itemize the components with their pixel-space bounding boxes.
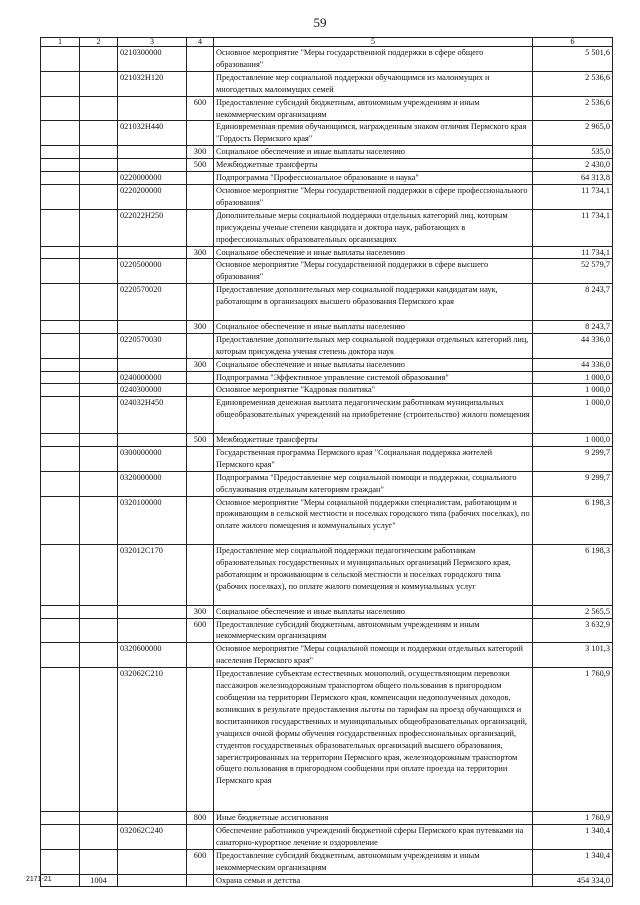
cell-c4 <box>187 874 214 887</box>
cell-c6: 1 760,9 <box>533 668 613 812</box>
cell-c5: Иные бюджетные ассигнования <box>214 811 533 824</box>
table-row <box>41 71 613 96</box>
cell-c3: 0210300000 <box>118 47 187 72</box>
cell-c3: 0220570030 <box>118 333 187 358</box>
table-row <box>41 358 613 371</box>
cell-c2 <box>80 320 118 333</box>
cell-c5: Подпрограмма "Эффективное управление системой образования" <box>214 371 533 384</box>
cell-c1 <box>41 605 80 618</box>
header-col-6: 6 <box>533 38 613 47</box>
cell-c3: 024032H450 <box>118 397 187 434</box>
cell-c4 <box>187 172 214 185</box>
cell-c3: 032062С210 <box>118 668 187 812</box>
cell-c6: 1 760,9 <box>533 811 613 824</box>
cell-c4 <box>187 121 214 146</box>
cell-c4: 600 <box>187 849 214 874</box>
cell-c6: 2 430,0 <box>533 159 613 172</box>
cell-c5: Социальное обеспечение и иные выплаты населению <box>214 320 533 333</box>
table-row <box>41 47 613 72</box>
cell-c6: 1 340,4 <box>533 824 613 849</box>
cell-c1 <box>41 172 80 185</box>
cell-c2 <box>80 358 118 371</box>
cell-c6: 64 313,8 <box>533 172 613 185</box>
cell-c4 <box>187 209 214 246</box>
cell-c3: 0220000000 <box>118 172 187 185</box>
table-row <box>41 434 613 447</box>
cell-c2 <box>80 384 118 397</box>
cell-c4 <box>187 446 214 471</box>
cell-c2 <box>80 284 118 321</box>
table-row <box>41 159 613 172</box>
cell-c4 <box>187 371 214 384</box>
table-row <box>41 184 613 209</box>
table-row <box>41 471 613 496</box>
table-row <box>41 384 613 397</box>
cell-c4 <box>187 643 214 668</box>
cell-c1 <box>41 333 80 358</box>
table-row <box>41 849 613 874</box>
cell-c5: Охрана семьи и детства <box>214 874 533 887</box>
cell-c1 <box>41 668 80 812</box>
table-row <box>41 811 613 824</box>
cell-c3: 0320100000 <box>118 496 187 545</box>
cell-c1 <box>41 284 80 321</box>
cell-c6: 9 299,7 <box>533 471 613 496</box>
cell-c1 <box>41 545 80 606</box>
cell-c2 <box>80 96 118 121</box>
cell-c4 <box>187 397 214 434</box>
cell-c6: 2 565,5 <box>533 605 613 618</box>
cell-c3 <box>118 618 187 643</box>
cell-c2 <box>80 446 118 471</box>
cell-c1 <box>41 47 80 72</box>
cell-c4 <box>187 668 214 812</box>
cell-c6: 44 336,0 <box>533 333 613 358</box>
cell-c5: Предоставление субсидий бюджетным, автономным учреждениям и иным некоммерческим организациям <box>214 96 533 121</box>
cell-c2 <box>80 618 118 643</box>
cell-c1 <box>41 159 80 172</box>
cell-c2 <box>80 184 118 209</box>
cell-c2 <box>80 811 118 824</box>
cell-c4 <box>187 824 214 849</box>
cell-c3: 021032H440 <box>118 121 187 146</box>
cell-c5: Основное мероприятие "Меры государственной поддержки в сфере высшего образования" <box>214 259 533 284</box>
cell-c1 <box>41 384 80 397</box>
cell-c3 <box>118 159 187 172</box>
cell-c2 <box>80 246 118 259</box>
cell-c1 <box>41 824 80 849</box>
cell-c5: Предоставление субъектам естественных монополий, осуществляющим перевозки пассажиров железнодорожным транспортом общего пользования в пригородном сообщении на территории Пермского края, компенсации недополученных доходов, возникших в результате предоставления льготы по тарифам на проезд обучающихся и воспитанников государственных и муниципальных общеобразовательных организаций, учащихся очной формы обучения государственных профессиональных организаций, студентов государственных образовательных организаций высшего образования, зарегистрированных на территории Пермского края, железнодорожным транспортом общего пользования в пригородном сообщении при оплате проезда на территории Пермского края <box>214 668 533 812</box>
cell-c5: Предоставление мер социальной поддержки обучающимся из малоимущих и многодетных малоимущих семей <box>214 71 533 96</box>
cell-c2 <box>80 47 118 72</box>
cell-c6: 2 536,6 <box>533 96 613 121</box>
cell-c5: Социальное обеспечение и иные выплаты населению <box>214 246 533 259</box>
cell-c3: 0220500000 <box>118 259 187 284</box>
cell-c2 <box>80 397 118 434</box>
cell-c6: 3 101,3 <box>533 643 613 668</box>
table-row <box>41 618 613 643</box>
cell-c4 <box>187 47 214 72</box>
table-row <box>41 496 613 545</box>
cell-c1 <box>41 849 80 874</box>
cell-c2 <box>80 371 118 384</box>
cell-c5: Предоставление мер социальной поддержки педагогическим работникам образовательных государственных и муниципальных организаций Пермского края, работающим и проживающим в сельской местности и поселках городского типа (рабочих поселках), по оплате жилого помещения и коммунальных услуг <box>214 545 533 606</box>
header-col-2: 2 <box>80 38 118 47</box>
table-header-row <box>41 38 613 47</box>
table-row <box>41 371 613 384</box>
cell-c5: Основное мероприятие "Меры государственной поддержки в сфере профессионального образования" <box>214 184 533 209</box>
cell-c4: 600 <box>187 618 214 643</box>
cell-c5: Предоставление субсидий бюджетным, автономным учреждениям и иным некоммерческим организациям <box>214 849 533 874</box>
cell-c6: 9 299,7 <box>533 446 613 471</box>
cell-c5: Основное мероприятие "Меры социальной поддержки специалистам, работающим и проживающим в сельской местности и поселках городского типа (рабочих поселках), по оплате жилого помещения и коммунальных услуг" <box>214 496 533 545</box>
cell-c1 <box>41 209 80 246</box>
cell-c2: 1004 <box>80 874 118 887</box>
cell-c6: 2 965,0 <box>533 121 613 146</box>
cell-c4 <box>187 471 214 496</box>
cell-c3 <box>118 811 187 824</box>
cell-c2 <box>80 668 118 812</box>
cell-c3 <box>118 146 187 159</box>
cell-c3 <box>118 320 187 333</box>
cell-c4: 300 <box>187 605 214 618</box>
cell-c1 <box>41 259 80 284</box>
table-row <box>41 284 613 321</box>
cell-c5: Социальное обеспечение и иные выплаты населению <box>214 146 533 159</box>
cell-c3: 0220200000 <box>118 184 187 209</box>
cell-c3: 022022H250 <box>118 209 187 246</box>
cell-c2 <box>80 209 118 246</box>
budget-table <box>40 37 613 887</box>
cell-c2 <box>80 146 118 159</box>
cell-c6: 2 536,6 <box>533 71 613 96</box>
table-row <box>41 605 613 618</box>
cell-c1 <box>41 371 80 384</box>
header-col-5: 5 <box>214 38 533 47</box>
cell-c5: Межбюджетные трансферты <box>214 434 533 447</box>
cell-c2 <box>80 172 118 185</box>
table-row <box>41 121 613 146</box>
cell-c4 <box>187 71 214 96</box>
cell-c6: 1 000,0 <box>533 384 613 397</box>
table-row <box>41 545 613 606</box>
cell-c2 <box>80 471 118 496</box>
cell-c3 <box>118 849 187 874</box>
page-number: 59 <box>313 15 327 30</box>
cell-c6: 535,0 <box>533 146 613 159</box>
cell-c4 <box>187 333 214 358</box>
table-row <box>41 146 613 159</box>
cell-c1 <box>41 618 80 643</box>
cell-c3 <box>118 874 187 887</box>
cell-c5: Основное мероприятие "Меры государственной поддержки в сфере общего образования" <box>214 47 533 72</box>
cell-c4: 500 <box>187 434 214 447</box>
cell-c5: Единовременная денежная выплата педагогическим работникам муниципальных общеобразовательных учреждений на приобретение (строительство) жилого помещения <box>214 397 533 434</box>
cell-c2 <box>80 259 118 284</box>
cell-c5: Единовременная премия обучающимся, награжденным знаком отличия Пермского края "Гордость Пермского края" <box>214 121 533 146</box>
cell-c4: 300 <box>187 320 214 333</box>
cell-c3: 032012С170 <box>118 545 187 606</box>
cell-c3: 0300000000 <box>118 446 187 471</box>
cell-c1 <box>41 184 80 209</box>
cell-c1 <box>41 320 80 333</box>
cell-c6: 454 334,0 <box>533 874 613 887</box>
cell-c4 <box>187 496 214 545</box>
cell-c5: Предоставление дополнительных мер социальной поддержки кандидатам наук, работающим в организациях высшего образования Пермского края <box>214 284 533 321</box>
cell-c3: 0240000000 <box>118 371 187 384</box>
cell-c4 <box>187 545 214 606</box>
cell-c3: 021032H120 <box>118 71 187 96</box>
cell-c4: 300 <box>187 246 214 259</box>
cell-c3 <box>118 605 187 618</box>
cell-c1 <box>41 71 80 96</box>
cell-c1 <box>41 146 80 159</box>
header-col-1: 1 <box>41 38 80 47</box>
cell-c2 <box>80 71 118 96</box>
cell-c6: 5 501,6 <box>533 47 613 72</box>
table-row <box>41 320 613 333</box>
cell-c2 <box>80 605 118 618</box>
cell-c2 <box>80 434 118 447</box>
cell-c5: Основное мероприятие "Кадровая политика" <box>214 384 533 397</box>
cell-c6: 11 734,1 <box>533 184 613 209</box>
table-row <box>41 668 613 812</box>
cell-c2 <box>80 545 118 606</box>
cell-c3: 0220570020 <box>118 284 187 321</box>
cell-c5: Предоставление субсидий бюджетным, автономным учреждениям и иным некоммерческим организациям <box>214 618 533 643</box>
cell-c4: 300 <box>187 358 214 371</box>
cell-c2 <box>80 333 118 358</box>
cell-c2 <box>80 824 118 849</box>
cell-c6: 1 000,0 <box>533 371 613 384</box>
cell-c4: 500 <box>187 159 214 172</box>
cell-c5: Обеспечение работников учреждений бюджетной сферы Пермского края путевками на санаторно-курортное лечение и оздоровление <box>214 824 533 849</box>
cell-c2 <box>80 643 118 668</box>
cell-c1 <box>41 397 80 434</box>
cell-c3 <box>118 358 187 371</box>
cell-c5: Подпрограмма "Предоставление мер социальной помощи и поддержки, социального обслуживания отдельным категориям граждан" <box>214 471 533 496</box>
table-row <box>41 333 613 358</box>
cell-c1 <box>41 246 80 259</box>
cell-c2 <box>80 121 118 146</box>
cell-c6: 1 000,0 <box>533 397 613 434</box>
cell-c3 <box>118 246 187 259</box>
table-row <box>41 446 613 471</box>
cell-c6: 8 243,7 <box>533 320 613 333</box>
cell-c4 <box>187 384 214 397</box>
cell-c5: Государственная программа Пермского края "Социальная поддержка жителей Пермского края" <box>214 446 533 471</box>
cell-c6: 44 336,0 <box>533 358 613 371</box>
cell-c3: 0320600000 <box>118 643 187 668</box>
cell-c2 <box>80 849 118 874</box>
cell-c1 <box>41 496 80 545</box>
cell-c5: Основное мероприятие "Меры социальной помощи и поддержки отдельных категорий населения Пермского края" <box>214 643 533 668</box>
cell-c6: 6 198,3 <box>533 496 613 545</box>
cell-c6: 11 734,1 <box>533 246 613 259</box>
cell-c6: 8 243,7 <box>533 284 613 321</box>
cell-c3 <box>118 434 187 447</box>
cell-c1 <box>41 643 80 668</box>
cell-c5: Межбюджетные трансферты <box>214 159 533 172</box>
cell-c3: 0240300000 <box>118 384 187 397</box>
cell-c4 <box>187 184 214 209</box>
cell-c6: 1 000,0 <box>533 434 613 447</box>
table-row <box>41 397 613 434</box>
table-row <box>41 824 613 849</box>
cell-c6: 1 340,4 <box>533 849 613 874</box>
cell-c6: 52 579,7 <box>533 259 613 284</box>
table-row <box>41 874 613 887</box>
cell-c4: 600 <box>187 96 214 121</box>
cell-c6: 11 734,1 <box>533 209 613 246</box>
table-row <box>41 172 613 185</box>
cell-c1 <box>41 358 80 371</box>
cell-c2 <box>80 496 118 545</box>
cell-c1 <box>41 811 80 824</box>
cell-c4: 300 <box>187 146 214 159</box>
cell-c4 <box>187 284 214 321</box>
cell-c1 <box>41 446 80 471</box>
cell-c5: Социальное обеспечение и иные выплаты населению <box>214 358 533 371</box>
cell-c1 <box>41 121 80 146</box>
table-row <box>41 209 613 246</box>
table-row <box>41 643 613 668</box>
cell-c5: Предоставление дополнительных мер социальной поддержки отдельных категорий лиц, которым присуждена ученая степень доктора наук <box>214 333 533 358</box>
cell-c3: 032062С240 <box>118 824 187 849</box>
cell-c4: 800 <box>187 811 214 824</box>
cell-c6: 3 632,9 <box>533 618 613 643</box>
cell-c6: 6 198,3 <box>533 545 613 606</box>
cell-c5: Дополнительные меры социальной поддержки отдельных категорий лиц, которым присуждены ученые степени кандидата и доктора наук, работающих в профессиональных образовательных организациях <box>214 209 533 246</box>
cell-c3 <box>118 96 187 121</box>
table-row <box>41 246 613 259</box>
header-col-4: 4 <box>187 38 214 47</box>
document-code: 2171-21 <box>26 876 52 883</box>
cell-c4 <box>187 259 214 284</box>
cell-c5: Подпрограмма "Профессиональное образование и наука" <box>214 172 533 185</box>
header-col-3: 3 <box>118 38 187 47</box>
table-row <box>41 96 613 121</box>
cell-c1 <box>41 434 80 447</box>
table-row <box>41 259 613 284</box>
cell-c1 <box>41 471 80 496</box>
cell-c2 <box>80 159 118 172</box>
cell-c3: 0320000000 <box>118 471 187 496</box>
cell-c1 <box>41 96 80 121</box>
cell-c5: Социальное обеспечение и иные выплаты населению <box>214 605 533 618</box>
